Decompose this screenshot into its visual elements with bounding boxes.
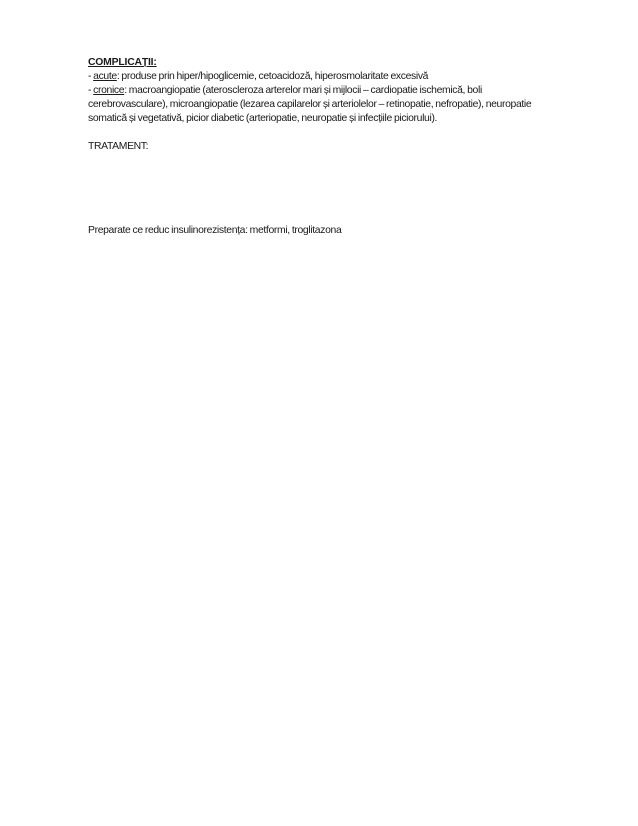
acute-text: : produse prin hiper/hipoglicemie, cetoacidoză, hiperosmolaritate excesivă [116, 71, 429, 82]
chronic-complications-line-3: somatică și vegetativă, picior diabetic (arteriopatie, neuropatie și infecțiile piciorului). [88, 113, 438, 124]
blank-space [88, 154, 608, 210]
chronic-complications-line [88, 84, 608, 98]
paragraph-spacer [88, 126, 608, 140]
preparations-line: Preparate ce reduc insulinorezistența: metformi, troglitazona [88, 225, 342, 236]
acute-term: acute [93, 71, 117, 82]
chronic-complications-line-2: cerebrovasculare), microangiopatie (lezarea capilarelor și arteriolelor – retinopatie, nefropatie), neuropatie [88, 99, 532, 110]
treatment-heading: TRATAMENT: [88, 141, 149, 152]
chronic-term: cronice [93, 85, 125, 96]
acute-prefix: - [88, 71, 94, 82]
complications-heading: COMPLICAȚII: [88, 57, 157, 68]
blank-space-2 [88, 210, 608, 224]
chronic-text: : macroangiopatie (ateroscleroza arterelor mari și mijlocii – cardiopatie ischemică, boli [124, 85, 482, 96]
chronic-prefix: - [88, 85, 94, 96]
acute-complications-line [88, 70, 608, 84]
document-body [88, 56, 608, 238]
